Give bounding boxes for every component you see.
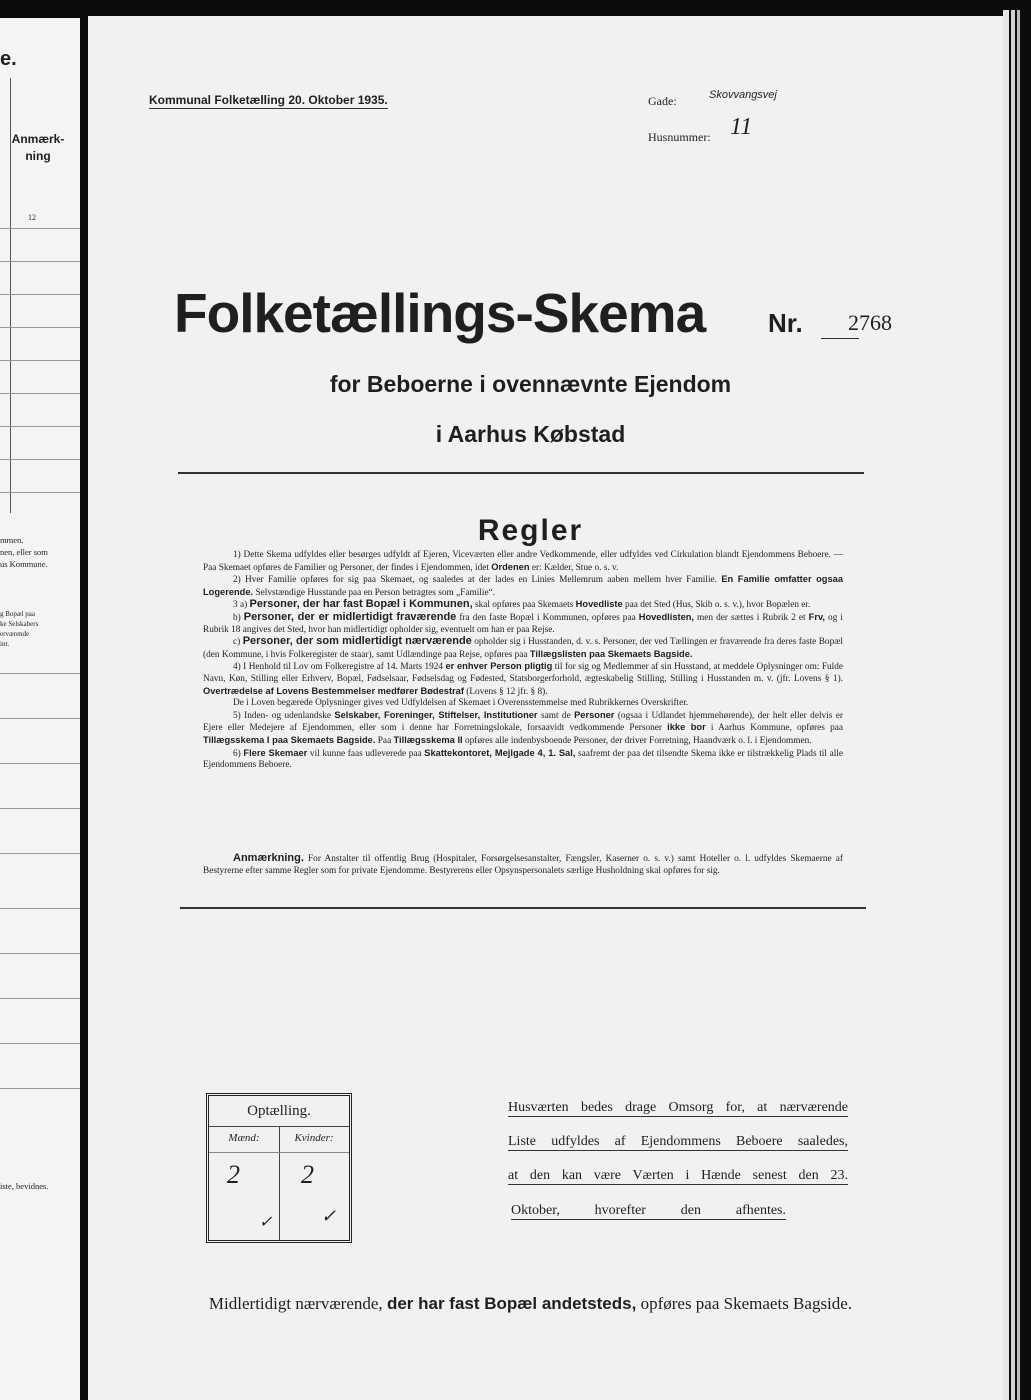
rule-3a: 3 a) Personer, der har fast Bopæl i Kommunen, skal opføres paa Skemaets Hovedliste paa det Sted (Hus, Skib o. s. v.), hvor Bopælen er. (233, 598, 811, 611)
men-label: Mænd: (228, 1132, 260, 1144)
house-number-label: Husnummer: (648, 130, 711, 144)
rule-4b: De i Loven begærede Oplysninger gives ved Udfyldelsen af Skemaet i Overensstemmelse med Rubrikkernes Overskrifter. (233, 698, 689, 709)
landlord-notice-line: Oktober, hvorefter den afhentes. (511, 1203, 786, 1218)
landlord-notice-line: Husværten bedes drage Omsorg for, at nærværende (508, 1100, 848, 1115)
rules-text (203, 550, 843, 772)
left-page-row-line (0, 1043, 80, 1044)
count-row-line (209, 1152, 349, 1153)
form-main-title: Folketællings-Skema (174, 282, 706, 344)
left-page-row-line (0, 228, 80, 229)
street-label: Gade: (648, 94, 677, 108)
left-page-row-line (0, 953, 80, 954)
women-check-mark: ✓ (321, 1206, 337, 1226)
page-edge (1017, 10, 1020, 1400)
left-page-row-line (0, 426, 80, 427)
footer-note: Midlertidigt nærværende, der har fast Bopæl andetsteds, opføres paa Skemaets Bagside. (208, 1294, 853, 1313)
men-check-mark: ✓ (259, 1214, 273, 1231)
women-count-value: 2 (301, 1160, 314, 1189)
rule-5: 5) Inden- og udenlandske Selskaber, Foreninger, Stiftelser, Institutioner samt de Personer (ogsaa i Udlandet hjemmehørende), der helt eller delvis er Ejere eller Medejere af Ejendommen, eller som i denne har Forretningslokale, forsaavidt vedkommende Personer ikke bor i Aarhus Kommune, opføres paa Tillægsskema I paa Skemaets Bagside. Paa Tillægsskema II opføres alle indenbysboende Personer, der driver Forretning, Haandværk o. l. i Ejendommen. (203, 709, 844, 746)
census-header-title: Kommunal Folketælling 20. Oktober 1935. (149, 93, 388, 107)
left-page-row-line (0, 360, 80, 361)
left-page-text: ke Selskabers (0, 620, 39, 628)
left-page-text: g Bopæl paa (0, 610, 35, 618)
women-label: Kvinder: (294, 1132, 334, 1144)
census-form-page (88, 16, 1003, 1400)
form-subtitle-city: i Aarhus Købstad (435, 421, 626, 447)
left-page-row-line (0, 998, 80, 999)
left-page-row-line (0, 393, 80, 394)
page-edge (1011, 10, 1015, 1400)
left-page-heading: e. (0, 48, 17, 70)
street-value: Skovvangsvej (709, 89, 777, 101)
rule-3b: b) Personer, der er midlertidigt fraværende fra den faste Bopæl i Kommunen, opføres paa Hovedlisten, men der sættes i Rubrik 2 et Frv, og i Rubrik 18 angives det Sted, hvor han midlertidigt opholder sig, eventuelt om han er paa Rejse. (203, 610, 843, 635)
left-page-column-header: Anmærk- ning (11, 132, 65, 163)
left-page-row-line (0, 853, 80, 854)
rule-1: 1) Dette Skema udfyldes eller besørges udfyldt af Ejeren, Viceværten eller andre Vedkommende, eller udfyldes ved Cirkulation blandt Ejendommens Beboere. — Paa Skemaet opføres de Familier og Personer, der findes i Ejendommen, idet Ordenen er: Kælder, Stue o. s. v. (203, 550, 843, 573)
left-page-row-line (0, 459, 80, 460)
page-edge (1003, 10, 1009, 1400)
left-page-row-line (0, 673, 80, 674)
left-page-text: erværende (0, 630, 30, 638)
left-page-row-line (0, 808, 80, 809)
count-box (206, 1093, 352, 1243)
count-title: Optælling. (209, 1096, 349, 1127)
left-page-row-line (0, 763, 80, 764)
left-page-row-line (0, 1088, 80, 1089)
left-page-text: iste, bevidnes. (0, 1181, 49, 1191)
rules-heading: Regler (477, 514, 584, 547)
men-count-value: 2 (227, 1160, 240, 1189)
rule-6: 6) Flere Skemaer vil kunne faas udleverede paa Skattekontoret, Mejlgade 4, 1. Sal, saafremt der paa det tilsendte Skema ikke er tilstrækkelig Plads til alle Ejendommens Beboere. (203, 747, 843, 771)
remark-body: For Anstalter til offentlig Brug (Hospitaler, Forsørgelsesanstalter, Fængsler, Kaserner o. s. v.) samt Hoteller o. l. udfyldes Skemaerne af Bestyrerne efter samme Regler som for private Ejendomme. Bestyrerens eller Opsynspersonalets særlige Husholdning skal opføres for sig. (203, 854, 843, 876)
remark-text (203, 852, 843, 877)
left-page-text: int. (0, 640, 10, 648)
left-page-row-line (0, 294, 80, 295)
left-page-row-line (0, 327, 80, 328)
divider (180, 907, 866, 909)
divider (178, 472, 864, 474)
left-facing-page (0, 18, 80, 1400)
landlord-notice-line: at den kan være Værten i Hænde senest den 23. (508, 1168, 848, 1183)
form-subtitle: for Beboerne i ovennævnte Ejendom (329, 371, 732, 397)
form-number-value: 2768 (848, 310, 892, 335)
rule-2: 2) Hver Familie opføres for sig paa Skemaet, og saaledes at der lades en Linies Mellemrum aaben mellem hver Familie. En Familie omfatter ogsaa Logerende. Selvstændige Husstande paa en Person betragtes som „Familie“. (203, 574, 843, 598)
left-page-text: us Kommune. (0, 559, 48, 569)
left-page-row-line (0, 492, 80, 493)
left-page-text: nen, eller som (0, 547, 48, 557)
form-number-underline (821, 338, 859, 339)
house-number-value: 11 (730, 114, 753, 140)
landlord-notice-line: Liste udfyldes af Ejendommens Beboere saaledes, (508, 1134, 848, 1149)
rule-3c: c) Personer, der som midlertidigt nærværende opholder sig i Husstanden, d. v. s. Personer, der ved Tællingen er fraværende fra deres faste Bopæl (den Kommune, i hvis Folkeregister de staar), samt Udlændinge paa Rejse, opføres paa Tillægslisten paa Skemaets Bagside. (203, 635, 844, 660)
form-number-label: Nr. (768, 308, 803, 338)
left-page-row-line (0, 261, 80, 262)
left-page-row-line (0, 718, 80, 719)
rule-4: 4) I Henhold til Lov om Folkeregistre af 14. Marts 1924 er enhver Person pligtig til for sig og Medlemmer af sin Husstand, at meddele Oplysninger om: Fulde Navn, Køn, Stilling eller Erhverv, Bopæl, Fødselsaar, Fødselsdag og Fødested, Statsborgerforhold, ægteskabelig Stilling, Stilling i Husstanden m. v. (jfr. Lovens § 1). Overtrædelse af Lovens Bestemmelser medfører Bødestraf (Lovens § 12 jfr. § 8). (203, 661, 844, 697)
remark-label: Anmærkning. (233, 852, 304, 864)
left-page-row-line (0, 908, 80, 909)
left-page-column-number: 12 (28, 213, 36, 222)
left-page-text: mmen. (0, 535, 24, 545)
